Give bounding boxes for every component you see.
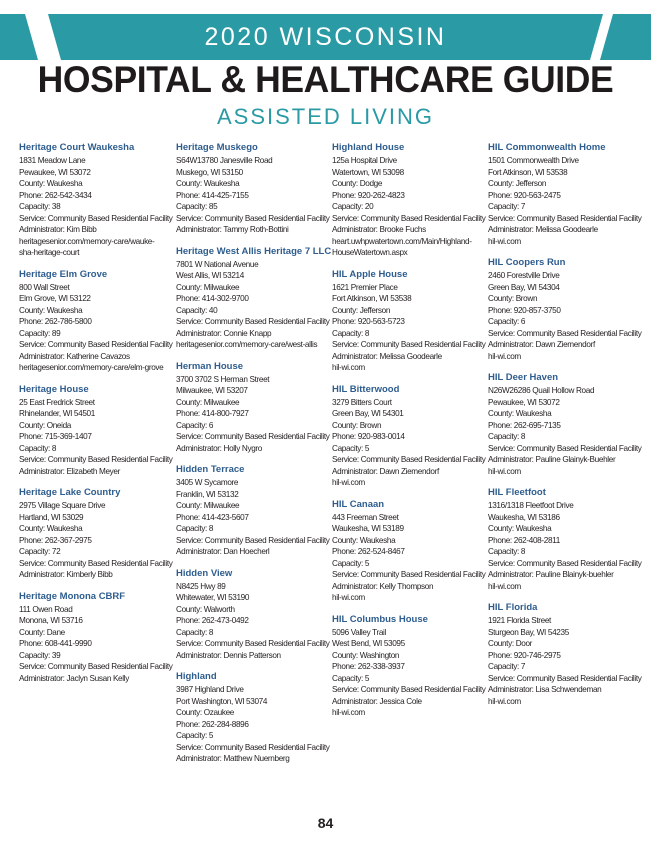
facility-detail-line: Administrator: Matthew Nuernberg (176, 754, 290, 763)
banner-title: 2020 WISCONSIN (204, 23, 447, 51)
facility-detail-line: Phone: 414-423-5607 (176, 512, 249, 522)
facility-detail-line: Phone: 262-367-2975 (19, 535, 92, 545)
facility-detail-line: Sturgeon Bay, WI 54235 (488, 627, 569, 637)
listing-column-4 (488, 142, 642, 717)
facility-detail-line: 1501 Commonwealth Drive (488, 156, 579, 165)
facility-listing (332, 383, 486, 489)
facility-detail-line: 800 Wall Street (19, 282, 70, 292)
facility-detail-line: Waukesha, WI 53189 (332, 524, 404, 533)
facility-website-link[interactable]: hil-wi.com (332, 478, 365, 487)
facility-website-link[interactable]: hil-wi.com (332, 708, 365, 717)
facility-website-link[interactable]: hil-wi.com (332, 363, 365, 372)
facility-detail-line: Elm Grove, WI 53122 (19, 294, 91, 303)
facility-detail-line: Fort Atkinson, WI 53538 (488, 167, 568, 177)
facility-website-link[interactable]: heritagesenior.com/memory-care/west-allis (176, 340, 318, 349)
facility-detail-line: 2975 Village Square Drive (19, 501, 106, 510)
facility-detail-line: Service: Community Based Residential Facility (176, 639, 330, 648)
facility-website-link[interactable]: hil-wi.com (488, 696, 521, 706)
facility-detail-line: Capacity: 20 (332, 202, 374, 211)
facility-detail-line: 125a Hospital Drive (332, 156, 397, 165)
facility-detail-line: 2460 Forestville Drive (488, 271, 560, 280)
facility-listing (176, 245, 332, 351)
facility-detail-line: County: Door (488, 639, 533, 648)
facility-website-link[interactable]: hil-wi.com (488, 466, 521, 476)
facility-detail-line: Service: Community Based Residential Facility (176, 535, 330, 545)
facility-detail-line: Hartland, WI 53029 (19, 512, 84, 522)
facility-detail-line: Phone: 262-473-0492 (176, 616, 249, 625)
facility-detail-line: Administrator: Holly Nygro (176, 443, 262, 453)
facility-detail-line: County: Oneida (19, 420, 71, 430)
page-number: 84 (317, 815, 334, 831)
facility-detail-line: West Allis, WI 53214 (176, 271, 244, 280)
facility-detail-line: Phone: 414-302-9700 (176, 294, 249, 303)
facility-listing (19, 268, 173, 374)
facility-detail-line: Service: Community Based Residential Facility (332, 213, 486, 223)
facility-name: Highland House (332, 142, 405, 153)
facility-detail-line: Capacity: 89 (19, 328, 61, 338)
facility-listing (19, 383, 173, 478)
facility-detail-line: Capacity: 5 (176, 731, 214, 740)
facility-detail-line: County: Waukesha (176, 179, 240, 188)
facility-listing (488, 487, 642, 592)
facility-detail-line: Capacity: 8 (488, 432, 526, 441)
facility-detail-line: Service: Community Based Residential Facility (488, 443, 642, 453)
facility-detail-line: Capacity: 6 (488, 317, 526, 326)
facility-detail-line: Administrator: Pauline Glainyk-Buehler (488, 455, 616, 464)
facility-detail-line: Capacity: 7 (488, 662, 526, 671)
facility-detail-line: Service: Community Based Residential Facility (332, 340, 486, 349)
facility-detail-line: County: Dane (19, 627, 65, 637)
facility-listing (488, 602, 642, 707)
facility-detail-line: Administrator: Dawn Ziemendorf (332, 466, 439, 476)
facility-name: HIL Coopers Run (488, 257, 566, 268)
facility-name: Highland (176, 671, 217, 682)
facility-listing (19, 142, 173, 259)
facility-detail-line: 1621 Premier Place (332, 282, 398, 292)
facility-website-link[interactable]: hil-wi.com (488, 236, 521, 246)
facility-detail-line: County: Milwaukee (176, 282, 240, 292)
facility-detail-line: County: Waukesha (488, 409, 552, 418)
facility-detail-line: 5096 Valley Trail (332, 627, 386, 637)
facility-detail-line: Administrator: Kimberly Bibb (19, 570, 113, 579)
facility-detail-line: Rhinelander, WI 54501 (19, 409, 95, 418)
facility-detail-line: Administrator: Pauline Blainyk-buehler (488, 570, 614, 579)
facility-detail-line: Capacity: 5 (332, 673, 370, 683)
facility-detail-line: Capacity: 5 (332, 443, 370, 453)
facility-name: Heritage Elm Grove (19, 268, 108, 280)
facility-detail-line: 3405 W Sycamore (176, 478, 239, 487)
facility-detail-line: Capacity: 5 (332, 558, 370, 568)
facility-name: HIL Apple House (332, 268, 408, 280)
facility-detail-line: Administrator: Katherine Cavazos (19, 351, 130, 361)
facility-detail-line: Service: Community Based Residential Facility (332, 685, 486, 694)
facility-detail-line: County: Waukesha (488, 524, 552, 533)
facility-detail-line: Service: Community Based Residential Facility (19, 455, 173, 464)
facility-detail-line: Phone: 262-524-8467 (332, 547, 405, 556)
facility-website-link[interactable]: heart.uwhpwatertown.com/Main/Highland- (332, 236, 472, 246)
facility-detail-line: N8425 Hwy 89 (176, 581, 226, 591)
facility-detail-line: Administrator: Brooke Fuchs (332, 225, 426, 234)
facility-detail-line: Administrator: Dan Hoecherl (176, 547, 270, 556)
facility-detail-line: Administrator: Dennis Patterson (176, 650, 281, 660)
facility-detail-line: Capacity: 8 (176, 524, 214, 533)
facility-detail-line: Phone: 262-284-8896 (176, 719, 249, 729)
facility-detail-line: Service: Community Based Residential Facility (19, 213, 173, 223)
facility-listing (488, 142, 642, 247)
facility-detail-line: Phone: 262-338-3937 (332, 662, 405, 671)
facility-detail-line: Phone: 414-425-7155 (176, 190, 249, 200)
facility-detail-line: Administrator: Lisa Schwendeman (488, 685, 602, 694)
facility-detail-line: County: Washington (332, 650, 400, 660)
facility-detail-line: Capacity: 8 (19, 443, 57, 453)
section-subtitle: ASSISTED LIVING (216, 104, 435, 129)
facility-detail-line: Service: Community Based Residential Facility (488, 673, 642, 683)
facility-detail-line: Pewaukee, WI 53072 (19, 167, 91, 177)
facility-detail-line: Milwaukee, WI 53207 (176, 386, 248, 395)
facility-detail-line: County: Waukesha (19, 305, 83, 315)
facility-detail-line: Monona, WI 53716 (19, 616, 83, 625)
facility-detail-line: Service: Community Based Residential Facility (19, 662, 173, 671)
facility-detail-line: Muskego, WI 53150 (176, 167, 243, 177)
facility-detail-line: Service: Community Based Residential Facility (176, 213, 330, 223)
facility-detail-line: Whitewater, WI 53190 (176, 593, 250, 602)
facility-detail-line: Service: Community Based Residential Facility (19, 558, 173, 568)
facility-detail-line: Phone: 262-695-7135 (488, 420, 561, 430)
facility-website-link[interactable]: heritagesenior.com/memory-care/elm-grove (19, 363, 164, 372)
facility-listing (176, 671, 330, 765)
facility-detail-line: Capacity: 38 (19, 202, 61, 211)
facility-detail-line: Capacity: 7 (488, 202, 526, 211)
facility-listing (332, 142, 486, 259)
facility-website-link[interactable]: hil-wi.com (332, 593, 365, 602)
facility-detail-line: County: Milwaukee (176, 501, 240, 510)
facility-name: HIL Columbus House (332, 613, 428, 625)
facility-detail-line: Phone: 920-563-2475 (488, 190, 561, 200)
facility-name: HIL Fleetfoot (488, 487, 546, 498)
facility-website-link[interactable]: hil-wi.com (488, 581, 521, 591)
facility-detail-line: Capacity: 72 (19, 547, 61, 556)
facility-detail-line: County: Jefferson (332, 305, 391, 315)
facility-detail-line: Administrator: Elizabeth Meyer (19, 466, 120, 476)
facility-detail-line: Service: Community Based Residential Facility (488, 328, 642, 338)
facility-detail-line: Phone: 920-983-0014 (332, 432, 405, 441)
facility-detail-line: Capacity: 8 (176, 627, 214, 637)
facility-detail-line: Capacity: 40 (176, 305, 218, 315)
facility-detail-line: County: Waukesha (19, 524, 83, 533)
facility-name: Heritage Lake Country (19, 487, 121, 498)
facility-detail-line: Waukesha, WI 53186 (488, 512, 560, 522)
facility-name: HIL Canaan (332, 498, 385, 510)
facility-name: Hidden View (176, 567, 233, 579)
facility-detail-line: Service: Community Based Residential Facility (488, 213, 642, 223)
facility-detail-line: Administrator: Tammy Roth-Bottini (176, 225, 289, 234)
facility-detail-line: 111 Owen Road (19, 604, 73, 614)
facility-detail-line: Administrator: Dawn Ziemendorf (488, 340, 595, 349)
facility-detail-line: 7801 W National Avenue (176, 259, 259, 269)
facility-detail-line: County: Waukesha (19, 179, 83, 188)
facility-name: HIL Bitterwood (332, 383, 400, 395)
facility-detail-line: Capacity: 39 (19, 650, 61, 660)
facility-detail-line: 3987 Highland Drive (176, 685, 244, 694)
facility-detail-line: Phone: 608-441-9990 (19, 639, 92, 648)
facility-detail-line: 3700 3702 S Herman Street (176, 374, 270, 384)
listing-column-1 (19, 142, 173, 694)
facility-listing (332, 613, 486, 719)
facility-detail-line: N26W26286 Quail Hollow Road (488, 386, 595, 395)
facility-detail-line: Administrator: Melissa Goodearle (488, 225, 598, 234)
facility-name: Heritage Court Waukesha (19, 142, 135, 153)
facility-detail-line: 1921 Florida Street (488, 616, 551, 625)
facility-detail-line: County: Waukesha (332, 535, 396, 545)
facility-detail-line: Franklin, WI 53132 (176, 489, 239, 499)
facility-listing (176, 464, 330, 558)
listing-column-3 (332, 142, 486, 729)
facility-website-link[interactable]: hil-wi.com (488, 351, 521, 361)
facility-detail-line: Service: Community Based Residential Facility (332, 570, 486, 579)
facility-detail-line: Administrator: Kelly Thompson (332, 581, 434, 591)
facility-detail-line: Phone: 262-786-5800 (19, 317, 92, 326)
facility-detail-line: County: Walworth (176, 604, 235, 614)
facility-name: HIL Florida (488, 602, 538, 613)
facility-detail-line: Service: Community Based Residential Facility (176, 432, 330, 441)
facility-detail-line: County: Dodge (332, 179, 383, 188)
facility-detail-line: Service: Community Based Residential Facility (488, 558, 642, 568)
facility-detail-line: Capacity: 8 (332, 328, 370, 338)
facility-listing (19, 487, 173, 581)
facility-detail-line: Phone: 414-800-7927 (176, 409, 249, 418)
facility-detail-line: 1831 Meadow Lane (19, 156, 86, 165)
facility-detail-line: County: Brown (332, 420, 382, 430)
facility-detail-line: County: Milwaukee (176, 397, 240, 407)
facility-detail-line: Capacity: 6 (176, 420, 214, 430)
facility-detail-line: Phone: 715-369-1407 (19, 432, 92, 441)
facility-name: HIL Commonwealth Home (488, 142, 606, 153)
facility-detail-line: Phone: 920-857-3750 (488, 305, 561, 315)
facility-detail-line: Green Bay, WI 54304 (488, 282, 560, 292)
facility-listing (176, 360, 330, 455)
facility-listing (488, 257, 642, 362)
facility-listing (332, 498, 486, 604)
facility-detail-line: Administrator: Jessica Cole (332, 696, 422, 706)
facility-detail-line: Port Washington, WI 53074 (176, 696, 268, 706)
facility-detail-line: Service: Community Based Residential Facility (19, 340, 173, 349)
facility-detail-line: Pewaukee, WI 53072 (488, 397, 560, 407)
facility-detail-line: 3279 Bitters Court (332, 397, 392, 407)
facility-detail-line: Administrator: Jaclyn Susan Kelly (19, 673, 129, 683)
facility-detail-line: Phone: 262-542-3434 (19, 190, 92, 200)
facility-website-link[interactable]: sha-heritage-court (19, 248, 80, 257)
facility-detail-line: Service: Community Based Residential Facility (176, 317, 330, 326)
facility-detail-line: Phone: 920-262-4823 (332, 190, 405, 200)
page-title: HOSPITAL & HEALTHCARE GUIDE (37, 59, 614, 100)
facility-listing (488, 372, 642, 477)
facility-listing (19, 590, 173, 685)
facility-website-link[interactable]: heritagesenior.com/memory-care/wauke- (19, 236, 155, 246)
facility-detail-line: County: Ozaukee (176, 708, 235, 717)
facility-detail-line: 1316/1318 Fleetfoot Drive (488, 501, 574, 510)
facility-detail-line: Fort Atkinson, WI 53538 (332, 294, 412, 303)
facility-listing (176, 142, 330, 236)
facility-name: Herman House (176, 360, 244, 372)
facility-name: Heritage Muskego (176, 142, 258, 153)
facility-detail-line: County: Jefferson (488, 179, 547, 188)
facility-listing (332, 268, 486, 374)
facility-detail-line: Capacity: 8 (488, 547, 526, 556)
facility-detail-line: Phone: 920-563-5723 (332, 317, 405, 326)
listing-column-2 (176, 142, 332, 775)
facility-detail-line: Phone: 262-408-2811 (488, 535, 560, 545)
facility-detail-line: West Bend, WI 53095 (332, 639, 405, 648)
facility-name: Hidden Terrace (176, 464, 245, 475)
facility-detail-line: 443 Freeman Street (332, 512, 399, 522)
facility-detail-line: Service: Community Based Residential Facility (176, 742, 330, 752)
facility-name: Heritage West Allis Heritage 7 LLC (176, 245, 332, 257)
facility-detail-line: Capacity: 85 (176, 202, 218, 211)
facility-detail-line: Administrator: Kim Bibb (19, 225, 97, 234)
facility-detail-line: Watertown, WI 53098 (332, 167, 404, 177)
facility-name: HIL Deer Haven (488, 372, 559, 383)
facility-detail-line: County: Brown (488, 294, 538, 303)
facility-detail-line: 25 East Fredrick Street (19, 397, 95, 407)
facility-website-link[interactable]: HouseWatertown.aspx (332, 248, 408, 257)
facility-detail-line: Service: Community Based Residential Facility (332, 455, 486, 464)
facility-detail-line: Administrator: Melissa Goodearle (332, 351, 442, 361)
facility-detail-line: Administrator: Connie Knapp (176, 328, 272, 338)
facility-detail-line: Phone: 920-746-2975 (488, 650, 561, 660)
facility-detail-line: Green Bay, WI 54301 (332, 409, 404, 418)
facility-name: Heritage Monona CBRF (19, 590, 126, 602)
facility-listing (176, 567, 330, 662)
facility-name: Heritage House (19, 383, 89, 395)
facility-detail-line: S64W13780 Janesville Road (176, 156, 273, 165)
